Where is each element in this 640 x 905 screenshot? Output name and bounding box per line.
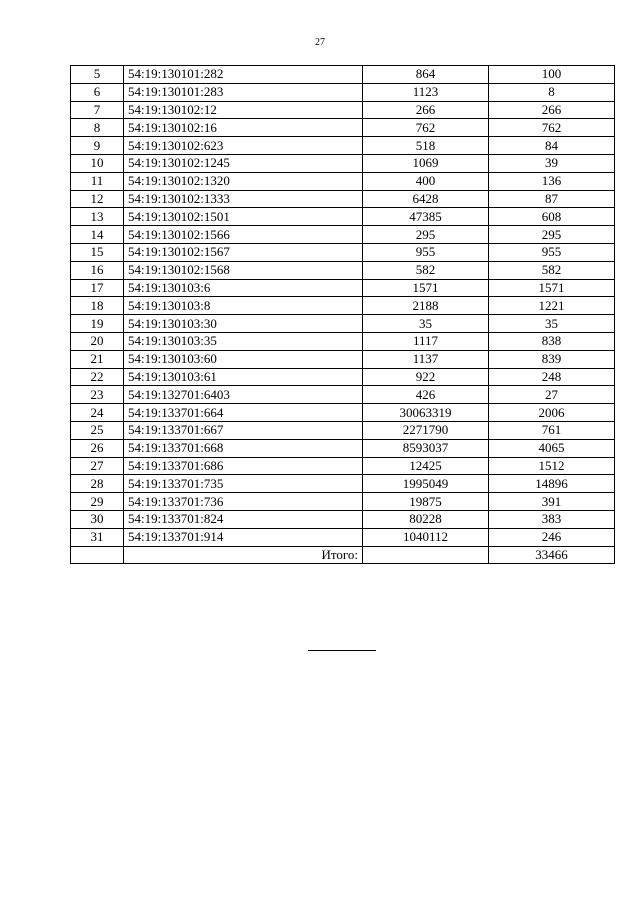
cadastral-number: 54:19:133701:735 bbox=[124, 475, 363, 493]
row-number: 12 bbox=[71, 190, 124, 208]
part-area-value: 761 bbox=[489, 421, 615, 439]
total-label: Итого: bbox=[124, 546, 363, 564]
row-number: 20 bbox=[71, 332, 124, 350]
cadastral-number: 54:19:130102:1501 bbox=[124, 208, 363, 226]
part-area-value: 14896 bbox=[489, 475, 615, 493]
cadastral-number: 54:19:130102:623 bbox=[124, 137, 363, 155]
row-number: 27 bbox=[71, 457, 124, 475]
area-value: 6428 bbox=[363, 190, 489, 208]
table-row bbox=[71, 493, 615, 511]
row-number: 15 bbox=[71, 243, 124, 261]
table-row bbox=[71, 386, 615, 404]
part-area-value: 84 bbox=[489, 137, 615, 155]
row-number: 7 bbox=[71, 101, 124, 119]
table-row bbox=[71, 66, 615, 84]
area-value: 80228 bbox=[363, 510, 489, 528]
table-row bbox=[71, 279, 615, 297]
area-value: 582 bbox=[363, 261, 489, 279]
row-number: 10 bbox=[71, 154, 124, 172]
cadastral-number: 54:19:133701:686 bbox=[124, 457, 363, 475]
part-area-value: 266 bbox=[489, 101, 615, 119]
area-value: 1571 bbox=[363, 279, 489, 297]
area-value: 762 bbox=[363, 119, 489, 137]
row-number: 8 bbox=[71, 119, 124, 137]
part-area-value: 100 bbox=[489, 66, 615, 84]
area-value: 47385 bbox=[363, 208, 489, 226]
area-value: 295 bbox=[363, 226, 489, 244]
area-value: 1040112 bbox=[363, 528, 489, 546]
cadastral-number: 54:19:130103:35 bbox=[124, 332, 363, 350]
part-area-value: 1571 bbox=[489, 279, 615, 297]
cadastral-number: 54:19:130102:16 bbox=[124, 119, 363, 137]
area-value: 2188 bbox=[363, 297, 489, 315]
table-row bbox=[71, 226, 615, 244]
table-row bbox=[71, 350, 615, 368]
table-row bbox=[71, 421, 615, 439]
table-row bbox=[71, 332, 615, 350]
part-area-value: 2006 bbox=[489, 404, 615, 422]
area-value: 864 bbox=[363, 66, 489, 84]
part-area-value: 1512 bbox=[489, 457, 615, 475]
row-number: 14 bbox=[71, 226, 124, 244]
part-area-value: 762 bbox=[489, 119, 615, 137]
area-value: 955 bbox=[363, 243, 489, 261]
part-area-value: 838 bbox=[489, 332, 615, 350]
cadastral-number: 54:19:130103:60 bbox=[124, 350, 363, 368]
table-row bbox=[71, 83, 615, 101]
table-row bbox=[71, 404, 615, 422]
cadastral-number: 54:19:133701:736 bbox=[124, 493, 363, 511]
area-value: 19875 bbox=[363, 493, 489, 511]
table-row bbox=[71, 137, 615, 155]
cadastral-number: 54:19:133701:668 bbox=[124, 439, 363, 457]
part-area-value: 4065 bbox=[489, 439, 615, 457]
part-area-value: 27 bbox=[489, 386, 615, 404]
area-value: 1137 bbox=[363, 350, 489, 368]
part-area-value: 383 bbox=[489, 510, 615, 528]
area-value: 400 bbox=[363, 172, 489, 190]
cadastral-number: 54:19:133701:664 bbox=[124, 404, 363, 422]
area-value: 2271790 bbox=[363, 421, 489, 439]
part-area-value: 39 bbox=[489, 154, 615, 172]
table-row bbox=[71, 528, 615, 546]
table-row bbox=[71, 261, 615, 279]
table-body bbox=[71, 66, 615, 547]
cadastral-number: 54:19:130103:8 bbox=[124, 297, 363, 315]
cadastral-number: 54:19:133701:914 bbox=[124, 528, 363, 546]
cadastral-number: 54:19:130102:1245 bbox=[124, 154, 363, 172]
total-row bbox=[71, 546, 615, 564]
area-value: 1069 bbox=[363, 154, 489, 172]
area-value: 266 bbox=[363, 101, 489, 119]
part-area-value: 295 bbox=[489, 226, 615, 244]
row-number: 19 bbox=[71, 315, 124, 333]
part-area-value: 87 bbox=[489, 190, 615, 208]
row-number: 30 bbox=[71, 510, 124, 528]
row-number: 11 bbox=[71, 172, 124, 190]
table-row bbox=[71, 368, 615, 386]
row-number: 31 bbox=[71, 528, 124, 546]
area-value: 8593037 bbox=[363, 439, 489, 457]
area-value: 518 bbox=[363, 137, 489, 155]
cadastral-number: 54:19:130101:283 bbox=[124, 83, 363, 101]
area-value: 35 bbox=[363, 315, 489, 333]
row-number: 26 bbox=[71, 439, 124, 457]
part-area-value: 8 bbox=[489, 83, 615, 101]
row-number: 18 bbox=[71, 297, 124, 315]
cadastral-number: 54:19:130103:6 bbox=[124, 279, 363, 297]
table-row bbox=[71, 457, 615, 475]
row-number: 9 bbox=[71, 137, 124, 155]
cadastral-number: 54:19:130102:12 bbox=[124, 101, 363, 119]
part-area-value: 246 bbox=[489, 528, 615, 546]
row-number: 21 bbox=[71, 350, 124, 368]
area-value: 1123 bbox=[363, 83, 489, 101]
part-area-value: 391 bbox=[489, 493, 615, 511]
table-row bbox=[71, 208, 615, 226]
table-row bbox=[71, 243, 615, 261]
part-area-value: 608 bbox=[489, 208, 615, 226]
end-of-document-line bbox=[308, 650, 376, 651]
area-value: 922 bbox=[363, 368, 489, 386]
area-value: 426 bbox=[363, 386, 489, 404]
total-empty-cell bbox=[363, 546, 489, 564]
table-row bbox=[71, 315, 615, 333]
area-value: 1995049 bbox=[363, 475, 489, 493]
page-number: 27 bbox=[315, 37, 325, 48]
part-area-value: 248 bbox=[489, 368, 615, 386]
part-area-value: 136 bbox=[489, 172, 615, 190]
cadastral-number: 54:19:133701:667 bbox=[124, 421, 363, 439]
table-row bbox=[71, 154, 615, 172]
table-row bbox=[71, 119, 615, 137]
cadastral-number: 54:19:130103:61 bbox=[124, 368, 363, 386]
row-number: 28 bbox=[71, 475, 124, 493]
cadastral-number: 54:19:130102:1320 bbox=[124, 172, 363, 190]
cadastral-number: 54:19:130102:1333 bbox=[124, 190, 363, 208]
land-parcels-table bbox=[70, 65, 615, 564]
row-number: 16 bbox=[71, 261, 124, 279]
row-number: 22 bbox=[71, 368, 124, 386]
part-area-value: 839 bbox=[489, 350, 615, 368]
table-row bbox=[71, 439, 615, 457]
row-number: 29 bbox=[71, 493, 124, 511]
area-value: 12425 bbox=[363, 457, 489, 475]
total-empty-cell bbox=[71, 546, 124, 564]
table-row bbox=[71, 101, 615, 119]
table-row bbox=[71, 475, 615, 493]
cadastral-number: 54:19:130102:1567 bbox=[124, 243, 363, 261]
cadastral-number: 54:19:132701:6403 bbox=[124, 386, 363, 404]
area-value: 30063319 bbox=[363, 404, 489, 422]
table-row bbox=[71, 190, 615, 208]
row-number: 17 bbox=[71, 279, 124, 297]
row-number: 25 bbox=[71, 421, 124, 439]
area-value: 1117 bbox=[363, 332, 489, 350]
row-number: 5 bbox=[71, 66, 124, 84]
row-number: 13 bbox=[71, 208, 124, 226]
cadastral-number: 54:19:130102:1568 bbox=[124, 261, 363, 279]
table-row bbox=[71, 172, 615, 190]
row-number: 6 bbox=[71, 83, 124, 101]
cadastral-number: 54:19:130102:1566 bbox=[124, 226, 363, 244]
table-row bbox=[71, 297, 615, 315]
row-number: 24 bbox=[71, 404, 124, 422]
part-area-value: 955 bbox=[489, 243, 615, 261]
row-number: 23 bbox=[71, 386, 124, 404]
cadastral-number: 54:19:130103:30 bbox=[124, 315, 363, 333]
table-row bbox=[71, 510, 615, 528]
part-area-value: 582 bbox=[489, 261, 615, 279]
part-area-value: 1221 bbox=[489, 297, 615, 315]
cadastral-number: 54:19:133701:824 bbox=[124, 510, 363, 528]
cadastral-number: 54:19:130101:282 bbox=[124, 66, 363, 84]
total-value: 33466 bbox=[489, 546, 615, 564]
part-area-value: 35 bbox=[489, 315, 615, 333]
